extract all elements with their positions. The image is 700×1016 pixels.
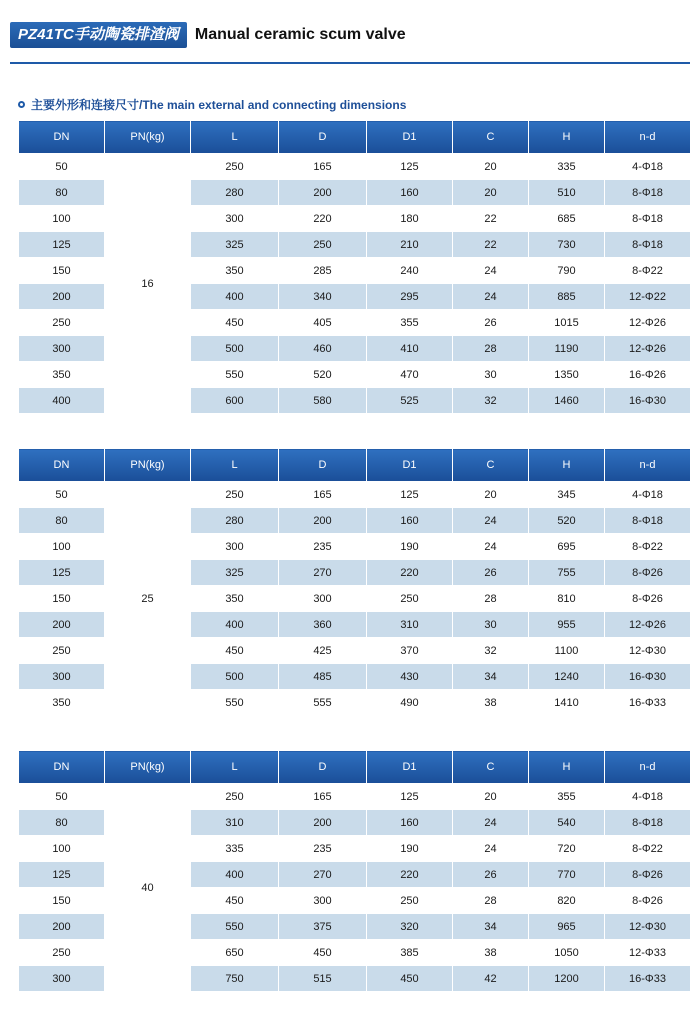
column-header-l: L — [191, 121, 279, 154]
cell-l: 325 — [191, 232, 279, 258]
cell-n-d: 12-Φ22 — [605, 284, 691, 310]
cell-l: 310 — [191, 810, 279, 836]
section-heading — [18, 96, 406, 113]
cell-h: 1100 — [529, 638, 605, 664]
product-title-cn: PZ41TC手动陶瓷排渣阀 — [10, 22, 187, 48]
cell-l: 600 — [191, 388, 279, 414]
cell-h: 345 — [529, 482, 605, 508]
cell-dn: 80 — [19, 810, 105, 836]
cell-l: 450 — [191, 888, 279, 914]
cell-n-d: 16-Φ26 — [605, 362, 691, 388]
cell-c: 30 — [453, 362, 529, 388]
cell-l: 450 — [191, 638, 279, 664]
cell-h: 730 — [529, 232, 605, 258]
cell-d1: 490 — [367, 690, 453, 716]
cell-d: 270 — [279, 560, 367, 586]
cell-dn: 300 — [19, 966, 105, 992]
column-header-d1: D1 — [367, 751, 453, 784]
cell-h: 520 — [529, 508, 605, 534]
cell-d1: 525 — [367, 388, 453, 414]
cell-h: 885 — [529, 284, 605, 310]
cell-h: 1410 — [529, 690, 605, 716]
cell-h: 770 — [529, 862, 605, 888]
cell-d1: 160 — [367, 508, 453, 534]
cell-n-d: 12-Φ30 — [605, 914, 691, 940]
cell-h: 1015 — [529, 310, 605, 336]
table-row — [19, 784, 691, 810]
cell-h: 335 — [529, 154, 605, 180]
cell-n-d: 8-Φ22 — [605, 534, 691, 560]
cell-l: 350 — [191, 258, 279, 284]
cell-c: 42 — [453, 966, 529, 992]
cell-d: 515 — [279, 966, 367, 992]
cell-dn: 200 — [19, 284, 105, 310]
cell-d1: 220 — [367, 560, 453, 586]
cell-d1: 190 — [367, 836, 453, 862]
cell-n-d: 4-Φ18 — [605, 482, 691, 508]
cell-n-d: 8-Φ26 — [605, 862, 691, 888]
cell-d1: 310 — [367, 612, 453, 638]
cell-d1: 190 — [367, 534, 453, 560]
cell-n-d: 12-Φ26 — [605, 310, 691, 336]
cell-c: 32 — [453, 388, 529, 414]
cell-n-d: 12-Φ30 — [605, 638, 691, 664]
cell-n-d: 12-Φ26 — [605, 336, 691, 362]
cell-dn: 100 — [19, 534, 105, 560]
cell-c: 24 — [453, 284, 529, 310]
cell-dn: 125 — [19, 232, 105, 258]
cell-d: 405 — [279, 310, 367, 336]
cell-l: 300 — [191, 534, 279, 560]
column-header-h: H — [529, 121, 605, 154]
cell-d1: 355 — [367, 310, 453, 336]
cell-d: 200 — [279, 508, 367, 534]
cell-c: 24 — [453, 810, 529, 836]
cell-dn: 100 — [19, 206, 105, 232]
cell-d: 460 — [279, 336, 367, 362]
column-header-n-d: n-d — [605, 751, 691, 784]
cell-l: 400 — [191, 284, 279, 310]
cell-d1: 125 — [367, 482, 453, 508]
cell-h: 1350 — [529, 362, 605, 388]
cell-d: 285 — [279, 258, 367, 284]
cell-c: 32 — [453, 638, 529, 664]
cell-d: 580 — [279, 388, 367, 414]
pressure-cell: 25 — [105, 482, 191, 716]
cell-d1: 320 — [367, 914, 453, 940]
cell-n-d: 16-Φ33 — [605, 690, 691, 716]
cell-n-d: 4-Φ18 — [605, 154, 691, 180]
column-header-d: D — [279, 751, 367, 784]
cell-d1: 180 — [367, 206, 453, 232]
cell-l: 400 — [191, 862, 279, 888]
cell-l: 450 — [191, 310, 279, 336]
cell-n-d: 16-Φ33 — [605, 966, 691, 992]
cell-l: 400 — [191, 612, 279, 638]
table-header-row — [19, 449, 691, 482]
cell-c: 34 — [453, 664, 529, 690]
cell-l: 550 — [191, 914, 279, 940]
cell-c: 38 — [453, 940, 529, 966]
cell-n-d: 12-Φ26 — [605, 612, 691, 638]
column-header-dn: DN — [19, 121, 105, 154]
cell-h: 540 — [529, 810, 605, 836]
table-row — [19, 154, 691, 180]
cell-h: 1200 — [529, 966, 605, 992]
cell-dn: 50 — [19, 482, 105, 508]
column-header-l: L — [191, 751, 279, 784]
cell-n-d: 16-Φ30 — [605, 664, 691, 690]
cell-d1: 295 — [367, 284, 453, 310]
cell-l: 500 — [191, 664, 279, 690]
column-header-dn: DN — [19, 751, 105, 784]
cell-c: 34 — [453, 914, 529, 940]
cell-d1: 410 — [367, 336, 453, 362]
dimension-table-pn16 — [18, 120, 691, 414]
cell-h: 755 — [529, 560, 605, 586]
cell-d1: 220 — [367, 862, 453, 888]
cell-n-d: 16-Φ30 — [605, 388, 691, 414]
cell-dn: 250 — [19, 940, 105, 966]
cell-d: 520 — [279, 362, 367, 388]
cell-dn: 125 — [19, 560, 105, 586]
cell-c: 20 — [453, 482, 529, 508]
cell-h: 685 — [529, 206, 605, 232]
table-row — [19, 482, 691, 508]
cell-c: 28 — [453, 586, 529, 612]
cell-l: 280 — [191, 180, 279, 206]
cell-d: 555 — [279, 690, 367, 716]
cell-dn: 250 — [19, 638, 105, 664]
column-header-pn: PN(kg) — [105, 751, 191, 784]
cell-d: 220 — [279, 206, 367, 232]
circle-bullet-icon — [18, 101, 25, 108]
column-header-n-d: n-d — [605, 121, 691, 154]
cell-dn: 300 — [19, 336, 105, 362]
cell-h: 810 — [529, 586, 605, 612]
cell-dn: 150 — [19, 586, 105, 612]
column-header-d1: D1 — [367, 121, 453, 154]
column-header-n-d: n-d — [605, 449, 691, 482]
cell-dn: 400 — [19, 388, 105, 414]
cell-d1: 385 — [367, 940, 453, 966]
cell-dn: 350 — [19, 690, 105, 716]
cell-n-d: 8-Φ26 — [605, 586, 691, 612]
cell-l: 750 — [191, 966, 279, 992]
cell-l: 300 — [191, 206, 279, 232]
cell-h: 1190 — [529, 336, 605, 362]
cell-l: 350 — [191, 586, 279, 612]
cell-d1: 125 — [367, 784, 453, 810]
cell-dn: 150 — [19, 888, 105, 914]
cell-d1: 470 — [367, 362, 453, 388]
cell-d: 300 — [279, 888, 367, 914]
cell-d: 360 — [279, 612, 367, 638]
cell-c: 26 — [453, 560, 529, 586]
cell-d: 425 — [279, 638, 367, 664]
cell-dn: 200 — [19, 612, 105, 638]
cell-dn: 80 — [19, 508, 105, 534]
cell-dn: 250 — [19, 310, 105, 336]
cell-h: 1460 — [529, 388, 605, 414]
cell-l: 250 — [191, 482, 279, 508]
cell-d1: 240 — [367, 258, 453, 284]
cell-n-d: 8-Φ18 — [605, 180, 691, 206]
cell-d: 165 — [279, 154, 367, 180]
cell-d: 450 — [279, 940, 367, 966]
cell-c: 28 — [453, 888, 529, 914]
cell-n-d: 8-Φ22 — [605, 836, 691, 862]
cell-dn: 300 — [19, 664, 105, 690]
column-header-pn: PN(kg) — [105, 121, 191, 154]
cell-h: 510 — [529, 180, 605, 206]
cell-c: 26 — [453, 310, 529, 336]
column-header-c: C — [453, 751, 529, 784]
cell-d: 235 — [279, 836, 367, 862]
cell-l: 550 — [191, 362, 279, 388]
cell-l: 280 — [191, 508, 279, 534]
cell-n-d: 8-Φ26 — [605, 560, 691, 586]
cell-d1: 160 — [367, 180, 453, 206]
cell-c: 20 — [453, 154, 529, 180]
cell-d1: 250 — [367, 586, 453, 612]
cell-n-d: 8-Φ18 — [605, 206, 691, 232]
header-divider — [10, 62, 690, 64]
column-header-d: D — [279, 121, 367, 154]
cell-c: 24 — [453, 508, 529, 534]
cell-l: 250 — [191, 154, 279, 180]
column-header-pn: PN(kg) — [105, 449, 191, 482]
cell-l: 250 — [191, 784, 279, 810]
dimension-table-pn40 — [18, 750, 691, 992]
cell-c: 24 — [453, 258, 529, 284]
cell-n-d: 8-Φ22 — [605, 258, 691, 284]
cell-dn: 50 — [19, 784, 105, 810]
cell-d1: 370 — [367, 638, 453, 664]
cell-h: 695 — [529, 534, 605, 560]
cell-d1: 210 — [367, 232, 453, 258]
cell-d1: 250 — [367, 888, 453, 914]
cell-dn: 50 — [19, 154, 105, 180]
cell-dn: 150 — [19, 258, 105, 284]
column-header-c: C — [453, 449, 529, 482]
product-title-en: Manual ceramic scum valve — [194, 26, 406, 43]
section-label: 主要外形和连接尺寸/The main external and connecting dimensions — [31, 98, 407, 112]
cell-h: 1240 — [529, 664, 605, 690]
cell-l: 550 — [191, 690, 279, 716]
cell-c: 26 — [453, 862, 529, 888]
column-header-c: C — [453, 121, 529, 154]
cell-d: 250 — [279, 232, 367, 258]
cell-h: 720 — [529, 836, 605, 862]
pressure-cell: 16 — [105, 154, 191, 414]
cell-l: 335 — [191, 836, 279, 862]
cell-d: 235 — [279, 534, 367, 560]
column-header-h: H — [529, 449, 605, 482]
cell-d: 270 — [279, 862, 367, 888]
cell-dn: 350 — [19, 362, 105, 388]
cell-dn: 80 — [19, 180, 105, 206]
cell-d: 375 — [279, 914, 367, 940]
cell-h: 1050 — [529, 940, 605, 966]
cell-c: 38 — [453, 690, 529, 716]
cell-l: 500 — [191, 336, 279, 362]
cell-h: 790 — [529, 258, 605, 284]
cell-c: 20 — [453, 180, 529, 206]
cell-c: 20 — [453, 784, 529, 810]
cell-n-d: 8-Φ18 — [605, 508, 691, 534]
cell-d: 165 — [279, 482, 367, 508]
cell-d1: 450 — [367, 966, 453, 992]
column-header-d1: D1 — [367, 449, 453, 482]
column-header-h: H — [529, 751, 605, 784]
cell-h: 820 — [529, 888, 605, 914]
cell-n-d: 12-Φ33 — [605, 940, 691, 966]
cell-d: 485 — [279, 664, 367, 690]
cell-dn: 200 — [19, 914, 105, 940]
cell-n-d: 4-Φ18 — [605, 784, 691, 810]
cell-d: 200 — [279, 810, 367, 836]
cell-d: 340 — [279, 284, 367, 310]
cell-d: 165 — [279, 784, 367, 810]
cell-h: 355 — [529, 784, 605, 810]
cell-c: 22 — [453, 232, 529, 258]
cell-l: 325 — [191, 560, 279, 586]
column-header-dn: DN — [19, 449, 105, 482]
cell-d1: 160 — [367, 810, 453, 836]
cell-c: 28 — [453, 336, 529, 362]
cell-d: 200 — [279, 180, 367, 206]
cell-h: 955 — [529, 612, 605, 638]
cell-n-d: 8-Φ18 — [605, 232, 691, 258]
cell-dn: 100 — [19, 836, 105, 862]
column-header-d: D — [279, 449, 367, 482]
cell-n-d: 8-Φ26 — [605, 888, 691, 914]
cell-dn: 125 — [19, 862, 105, 888]
cell-h: 965 — [529, 914, 605, 940]
pressure-cell: 40 — [105, 784, 191, 992]
cell-n-d: 8-Φ18 — [605, 810, 691, 836]
cell-l: 650 — [191, 940, 279, 966]
cell-c: 24 — [453, 534, 529, 560]
cell-c: 22 — [453, 206, 529, 232]
dimension-table-pn25 — [18, 448, 691, 716]
cell-c: 24 — [453, 836, 529, 862]
cell-d: 300 — [279, 586, 367, 612]
table-header-row — [19, 121, 691, 154]
cell-c: 30 — [453, 612, 529, 638]
page-header — [10, 22, 406, 48]
cell-d1: 430 — [367, 664, 453, 690]
cell-d1: 125 — [367, 154, 453, 180]
column-header-l: L — [191, 449, 279, 482]
table-header-row — [19, 751, 691, 784]
